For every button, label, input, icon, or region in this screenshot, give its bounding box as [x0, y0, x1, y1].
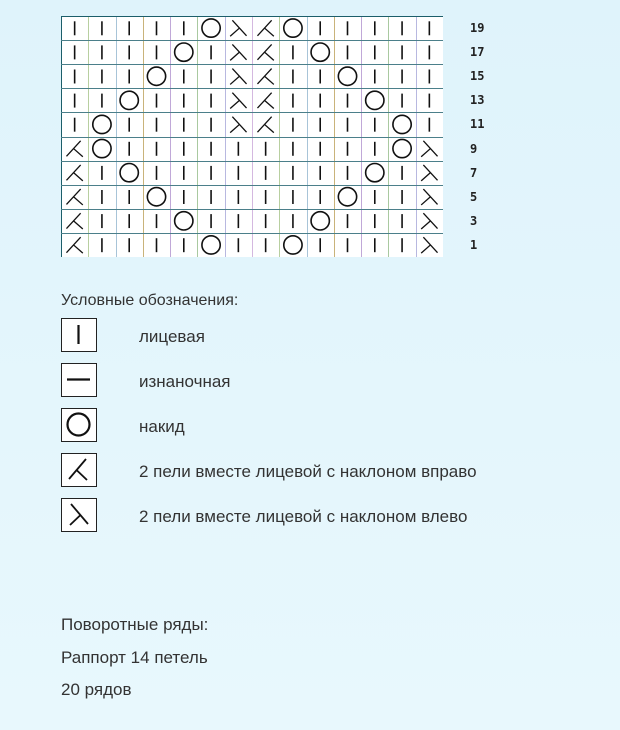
legend-item-yarn-over: [61, 408, 581, 444]
legend-label-k2tog-right: 2 пели вместе лицевой с наклоном вправо: [139, 462, 477, 481]
row-number: 13: [470, 93, 485, 107]
knit-icon: [61, 318, 97, 352]
legend-label-purl: изнаночная: [139, 372, 231, 391]
knitting-chart: [61, 16, 443, 257]
legend-item-purl: [61, 363, 581, 399]
purl-icon: [61, 363, 97, 397]
row-number: 11: [470, 117, 485, 131]
rows-count-text: 20 рядов: [61, 680, 132, 699]
row-number: 17: [470, 45, 485, 59]
legend-item-k2tog-left: [61, 498, 581, 534]
row-number: 19: [470, 21, 485, 35]
row-number: 5: [470, 190, 478, 204]
legend-label-k2tog-left: 2 пели вместе лицевой с наклоном влево: [139, 507, 468, 526]
k2tog-left-icon: [61, 498, 97, 532]
k2tog-right-icon: [61, 453, 97, 487]
row-number: 15: [470, 69, 485, 83]
legend-label-yarn-over: накид: [139, 417, 185, 436]
yarn-over-icon: [61, 408, 97, 442]
legend-item-k2tog-right: [61, 453, 581, 489]
row-number: 7: [470, 166, 478, 180]
row-number: 3: [470, 214, 478, 228]
repeat-text: Раппорт 14 петель: [61, 648, 208, 667]
turning-rows-text: Поворотные ряды:: [61, 615, 209, 634]
row-number: 1: [470, 238, 478, 252]
knitting-chart-grid: [61, 16, 443, 257]
legend-label-knit: лицевая: [139, 327, 205, 346]
row-number: 9: [470, 142, 478, 156]
legend-title: Условные обозначения:: [61, 292, 239, 309]
legend-item-knit: [61, 318, 581, 354]
